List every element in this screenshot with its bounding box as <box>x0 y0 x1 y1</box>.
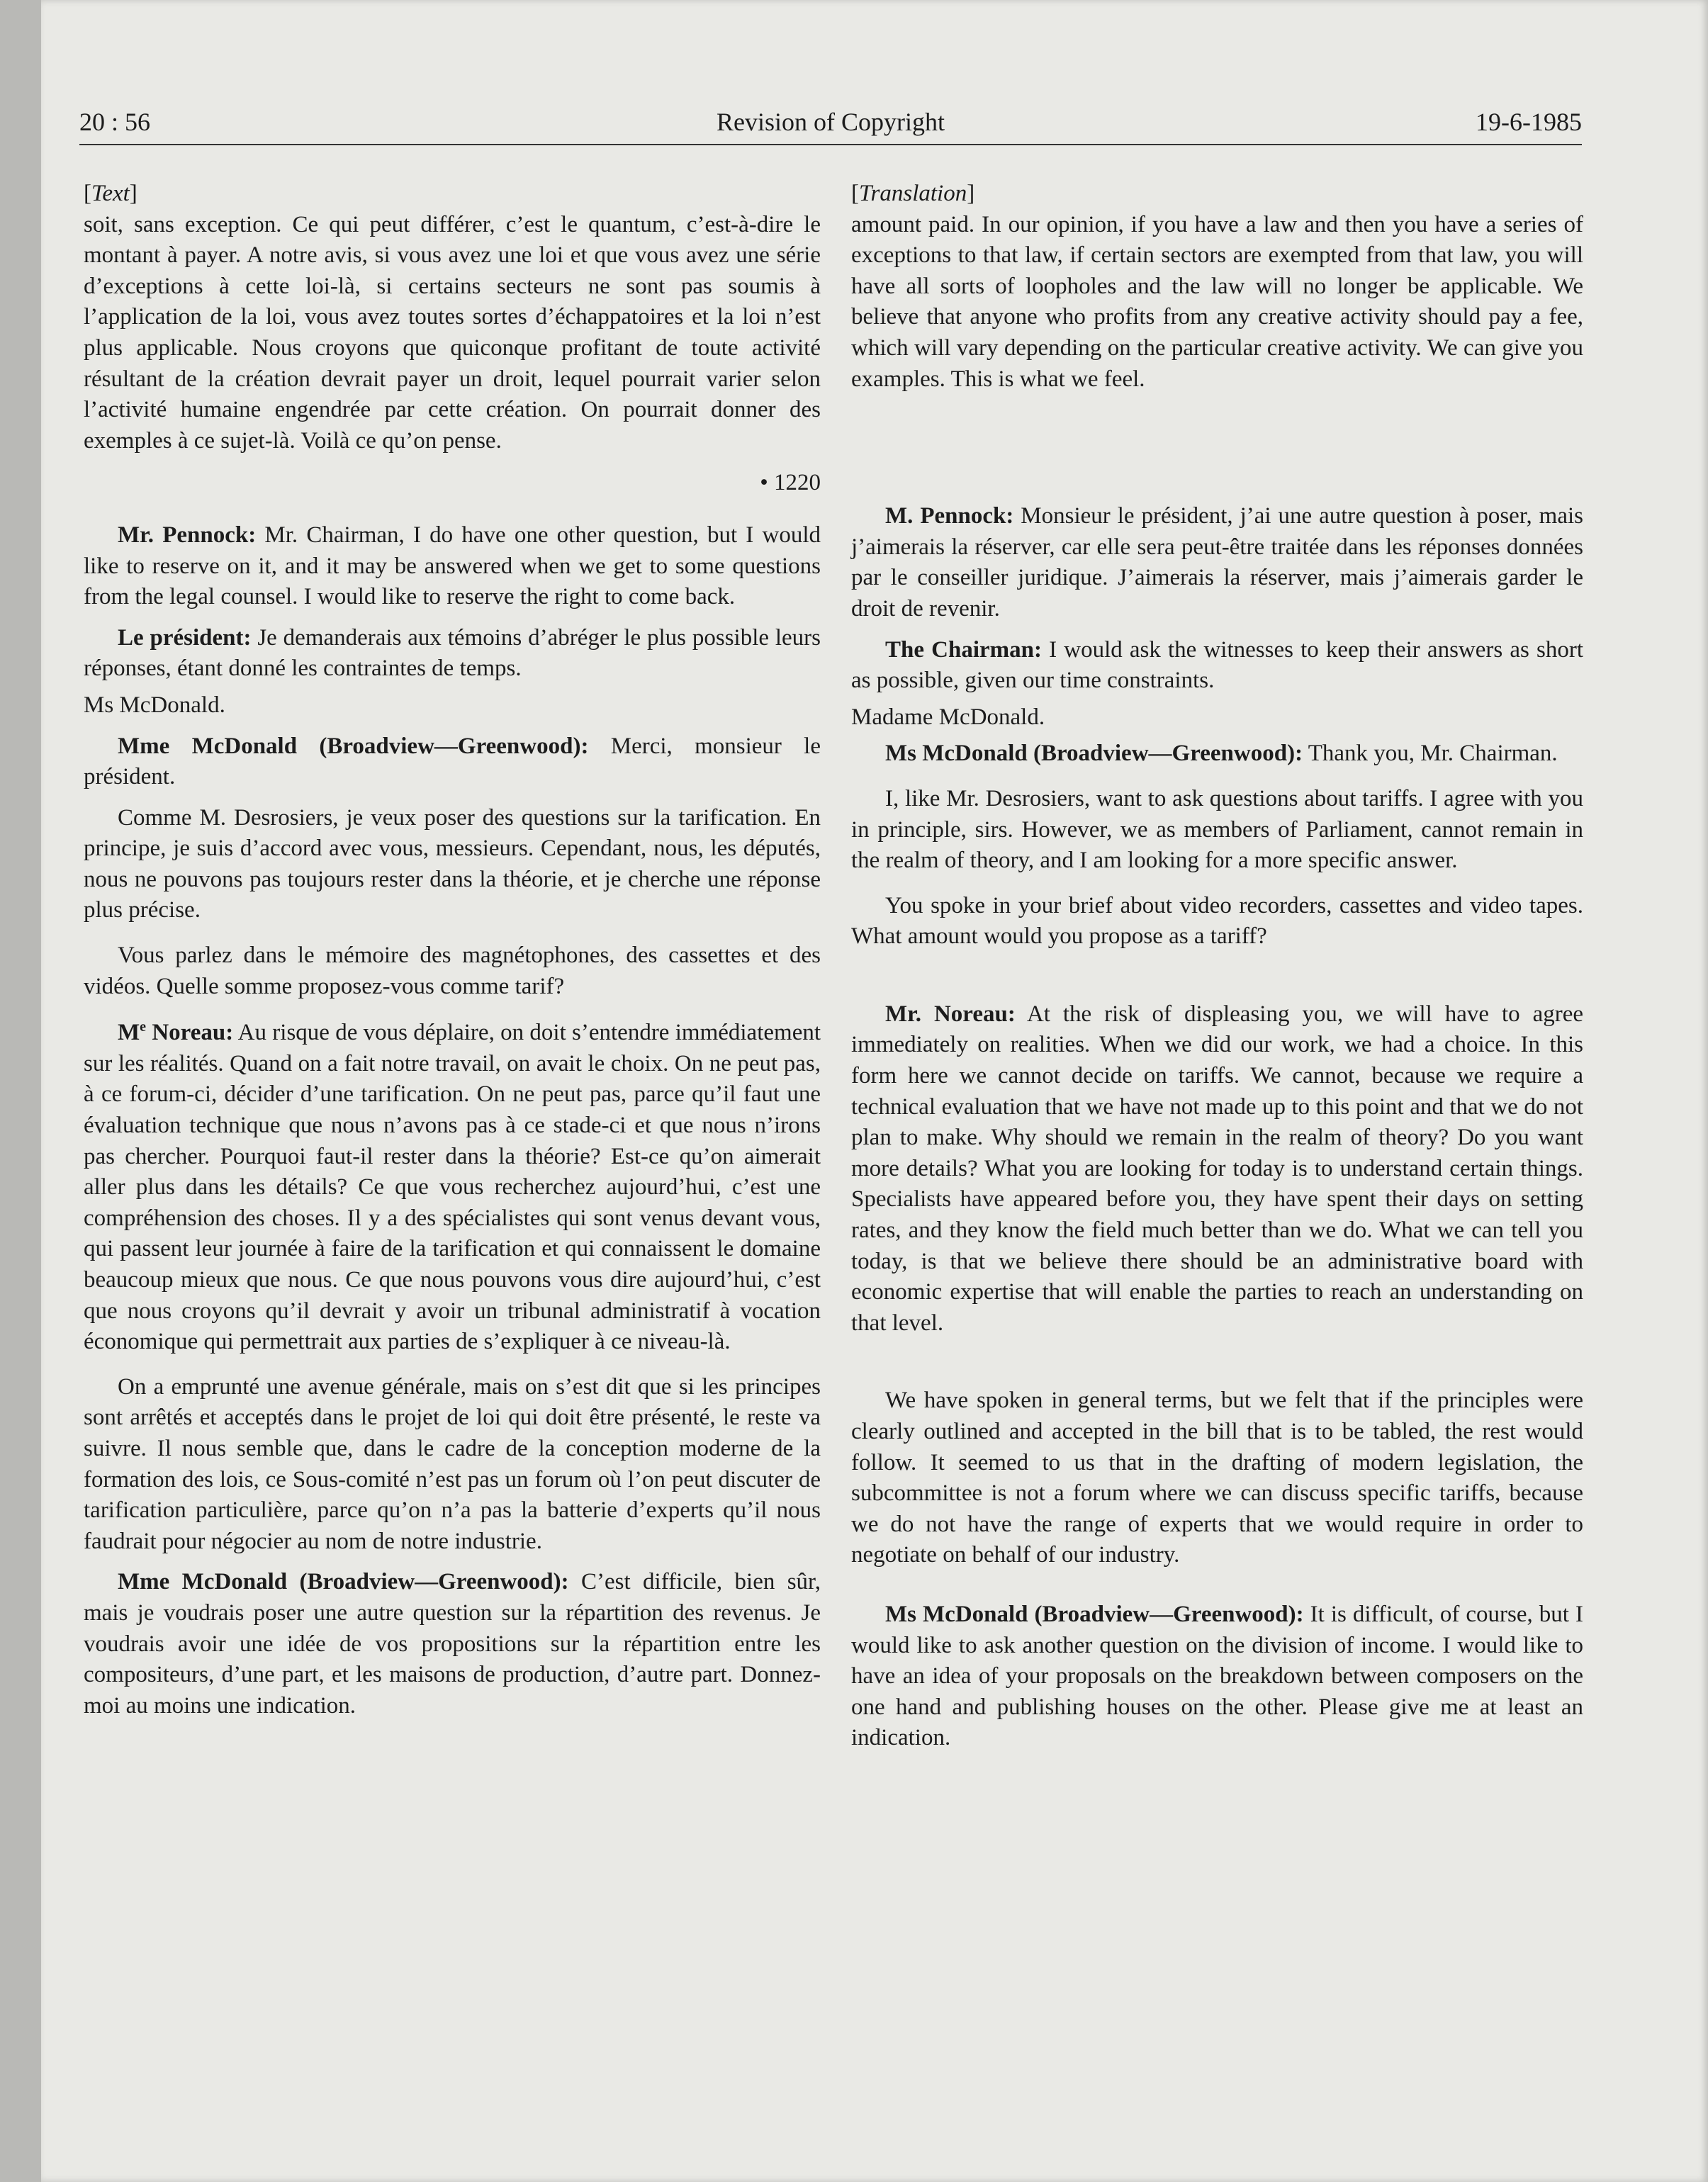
speech-noreau: Me Noreau: Au risque de vous déplaire, on doit s’entendre immédiatement sur les réalités. Quand on a fait notre travail, on avait le choix. On ne peut pas, à ce forum-ci, décider d’une tarification. On ne peut pas, parce qu’il faut une évaluation technique que nous n’avons pas à ce stade-ci et que nous n’irons pas chercher. Pourquoi faut-il rester dans la théorie? Est-ce qu’on aimerait aller plus dans les détails? Ce que vous recherchez aujourd’hui, c’est une compréhension des choses. Il y a des spécialistes qui sont venus devant vous, qui passent leur journée à faire de la tarification et qui connaissent le domaine beaucoup mieux que nous. Ce que nous pouvons vous dire aujourd’hui, c’est que nous croyons qu’il devrait y avoir un tribunal administratif à vocation économique qui permettrait aux parties de s’expliquer à ce niveau-là. <box>84 1019 821 1355</box>
speaker-name: Ms McDonald (Broadview—Greenwood): <box>885 741 1303 767</box>
language-label: [Text] <box>84 181 137 206</box>
paragraph: On a emprunté une avenue générale, mais on s’est dit que si les principes sont arrêtés et acceptés dans le projet de loi qui doit être présenté, le reste va suivre. Il nous semble que, dans le cadre de la conception moderne de la formation des lois, ce Sous-comité n’est pas un forum où l’on peut discuter de tarification particulière, parce qu’on n’a pas la batterie d’experts qu’il nous faudrait pour négocier au nom de notre industrie. <box>84 1373 821 1554</box>
paragraph: Vous parlez dans le mémoire des magnétophones, des cassettes et des vidéos. Quelle somme proposez-vous comme tarif? <box>84 943 821 999</box>
speech-president: Le président: Je demanderais aux témoins d’abréger le plus possible leurs réponses, étant donné les contraintes de temps. <box>84 624 821 682</box>
paragraph: I, like Mr. Desrosiers, want to ask questions about tariffs. I agree with you in principle, sirs. However, we as members of Parliament, cannot remain in the realm of theory, and I am looking for a more specific answer. <box>851 785 1583 874</box>
speaker-name: Mme McDonald (Broadview—Greenwood): <box>118 733 589 759</box>
paragraph: You spoke in your brief about video recorders, cassettes and video tapes. What amount would you propose as a tariff? <box>851 892 1583 950</box>
speaker-name: Mr. Noreau: <box>885 1001 1016 1027</box>
page-number: 20 : 56 <box>79 108 151 136</box>
paragraph: Comme M. Desrosiers, je veux poser des questions sur la tarification. En principe, je suis d’accord avec vous, messieurs. Cependant, nous, les députés, nous ne pouvons pas toujours rester dans la théorie, et je cherche une réponse plus précise. <box>84 804 821 923</box>
paragraph: Madame McDonald. <box>851 704 1045 730</box>
french-column <box>84 179 821 1721</box>
header-rule <box>79 144 1582 145</box>
speech-mme-mcdonald: Mme McDonald (Broadview—Greenwood): Merci, monsieur le président. <box>84 733 821 790</box>
speaker-name: The Chairman: <box>885 636 1042 663</box>
speaker-name: Me Noreau: <box>118 1019 234 1046</box>
speech-pennock: M. Pennock: Monsieur le président, j’ai une autre question à poser, mais j’aimerais la réserver, car elle sera peut-être traitée dans les réponses données par le conseiller juridique. J’aimerais la réserver, mais j’aimerais garder le droit de revenir. <box>851 503 1583 622</box>
speech-mme-mcdonald-2: Mme McDonald (Broadview—Greenwood): C’est difficile, bien sûr, mais je voudrais poser une autre question sur la répartition des revenus. Je voudrais avoir une idée de vos propositions sur la répartition entre les compositeurs, d’une part, et les maisons de production, d’autre part. Donnez-moi au moins une indication. <box>84 1569 821 1719</box>
paragraph: soit, sans exception. Ce qui peut différer, c’est le quantum, c’est-à-dire le montant à payer. A notre avis, si vous avez une loi et que vous avez une série d’exceptions à cette loi-là, si certains secteurs ne sont pas soumis à l’application de la loi, vous avez toutes sortes d’échappatoires et la loi n’est plus applicable. Nous croyons que quiconque profitant de toute activité résultant de la création devrait payer un droit, lequel pourrait varier selon l’activité humaine engendrée par cette création. On pourrait donner des exemples à ce sujet-là. Voilà ce qu’on pense. <box>84 211 821 454</box>
language-label: [Translation] <box>851 181 975 206</box>
speaker-name: Le président: <box>118 624 252 651</box>
time-mark: • 1220 <box>760 470 821 496</box>
speech-pennock: Mr. Pennock: Mr. Chairman, I do have one other question, but I would like to reserve on it, and it may be answered when we get to some questions from the legal counsel. I would like to reserve the right to come back. <box>84 522 821 610</box>
speaker-name: Mme McDonald (Broadview—Greenwood): <box>118 1569 569 1595</box>
header-date: 19-6-1985 <box>1476 108 1582 136</box>
speech-chairman: The Chairman: I would ask the witnesses to keep their answers as short as possible, given our time constraints. <box>851 636 1583 694</box>
english-column <box>851 179 1583 1754</box>
running-title: Revision of Copyright <box>717 108 945 136</box>
speaker-name: Mr. Pennock: <box>118 522 257 548</box>
speech-ms-mcdonald: Ms McDonald (Broadview—Greenwood): Thank you, Mr. Chairman. <box>885 741 1558 767</box>
paragraph: We have spoken in general terms, but we felt that if the principles were clearly outlined and accepted in the bill that is to be tabled, the rest would follow. It seemed to us that in the drafting of modern legislation, the subcommittee is not a forum where we can discuss specific tariffs, because we do not have the range of experts that we would require in order to negotiate on behalf of our industry. <box>851 1388 1583 1568</box>
speaker-name: Ms McDonald (Broadview—Greenwood): <box>885 1601 1304 1627</box>
paragraph: amount paid. In our opinion, if you have a law and then you have a series of exceptions to that law, if certain sectors are exempted from that law, you will have all sorts of loopholes and the law will no longer be applicable. We believe that anyone who profits from any creative activity should pay a fee, which will vary depending on the particular creative activity. We can give you examples. This is what we feel. <box>851 211 1583 392</box>
speech-ms-mcdonald-2: Ms McDonald (Broadview—Greenwood): It is difficult, of course, but I would like to ask another question on the division of income. I would like to have an idea of your proposals on the breakdown between composers on the one hand and publishing houses on the other. Please give me at least an indication. <box>851 1601 1583 1751</box>
speech-noreau: Mr. Noreau: At the risk of displeasing you, we will have to agree immediately on realities. When we did our work, we had a choice. In this form here we cannot decide on tariffs. We cannot, because we require a technical evaluation that we have not made up to this point and that we do not plan to make. Why should we remain in the realm of theory? Do you want more details? What you are looking for today is to understand certain things. Specialists have appeared before you, they have spent their days on setting rates, and they know the field much better than we do. What we can tell you today, is that we believe there should be an administrative board with economic expertise that will enable the parties to reach an understanding on that level. <box>851 1001 1583 1336</box>
paragraph: Ms McDonald. <box>84 692 225 718</box>
speaker-name: M. Pennock: <box>885 503 1014 529</box>
